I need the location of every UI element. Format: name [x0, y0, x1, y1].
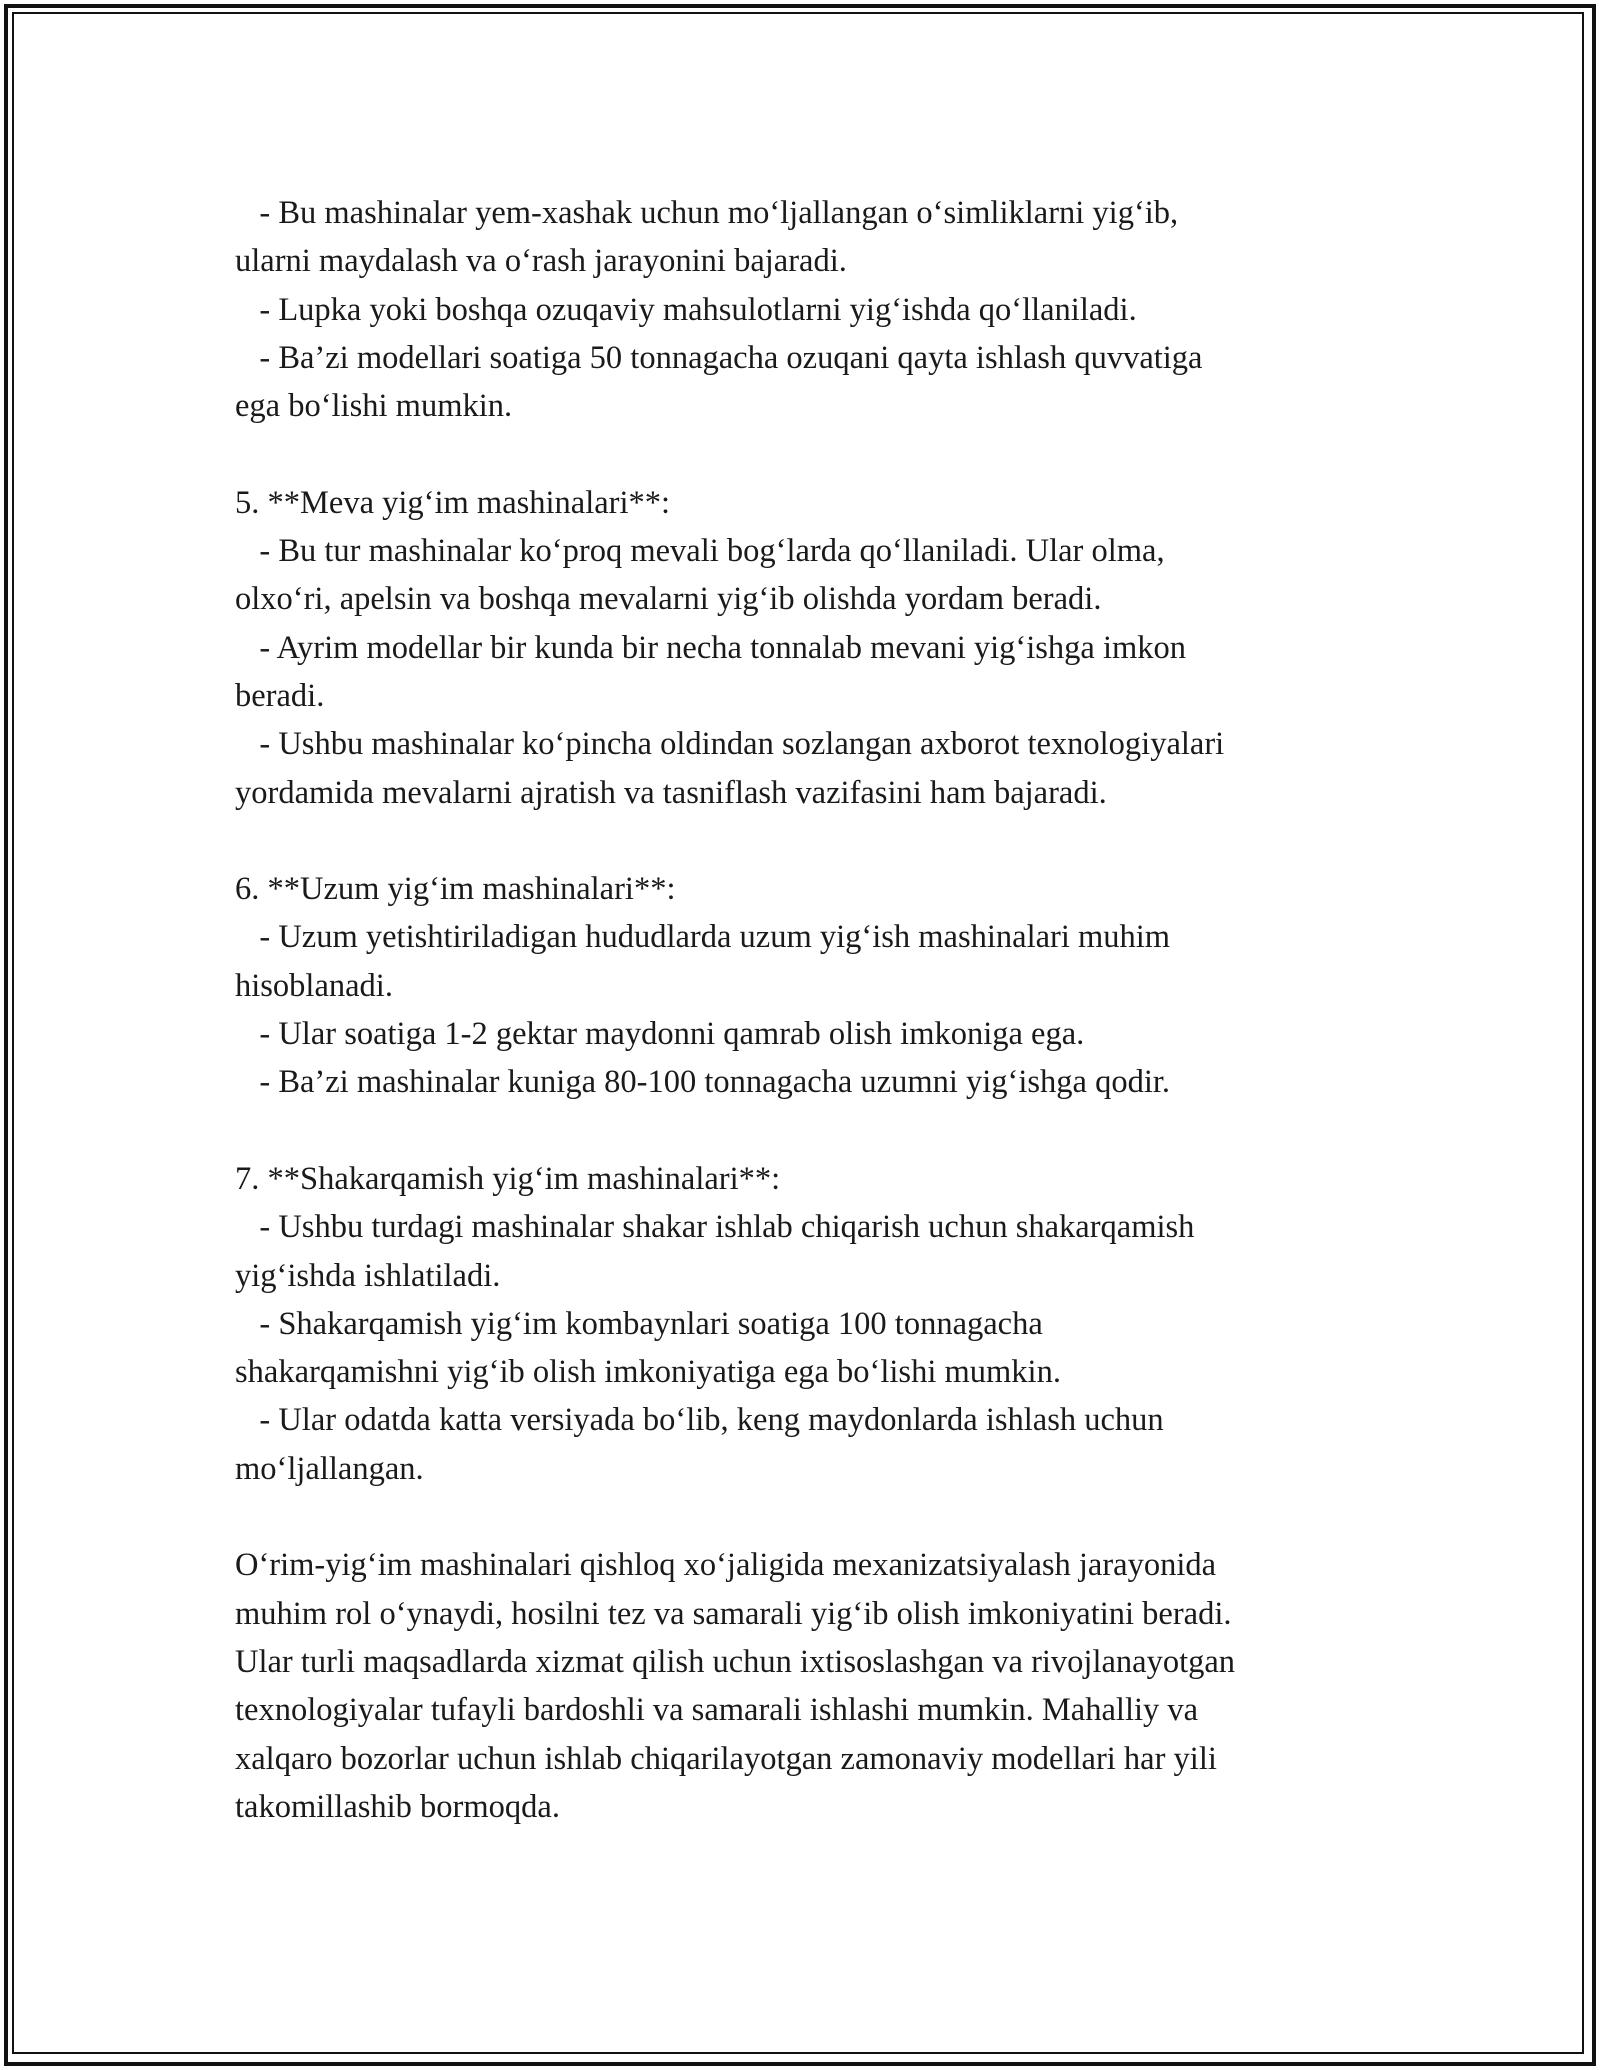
text-line: beradi.	[235, 677, 325, 714]
text-line: - Lupka yoki boshqa ozuqaviy mahsulotlarni yig‘ishda qo‘llaniladi.	[235, 291, 1137, 328]
text-line: - Ba’zi mashinalar kuniga 80-100 tonnagacha uzumni yig‘ishga qodir.	[235, 1064, 1171, 1101]
text-line: shakarqamishni yig‘ib olish imkoniyatiga ega bo‘lishi mumkin.	[235, 1354, 1061, 1391]
text-line: - Bu tur mashinalar ko‘proq mevali bog‘larda qo‘llaniladi. Ular olma,	[235, 533, 1165, 570]
text-line: - Shakarqamish yig‘im kombaynlari soatiga 100 tonnagacha	[235, 1305, 1043, 1342]
text-line: - Bu mashinalar yem-xashak uchun mo‘ljallangan o‘simliklarni yig‘ib,	[235, 195, 1179, 231]
text-line: Ular turli maqsadlarda xizmat qilish uchun ixtisoslashgan va rivojlanayotgan	[235, 1643, 1236, 1680]
text-line: - Ba’zi modellari soatiga 50 tonnagacha ozuqani qayta ishlash quvvatiga	[235, 339, 1203, 376]
text-line: xalqaro bozorlar uchun ishlab chiqarilayotgan zamonaviy modellari har yili	[235, 1740, 1217, 1777]
text-line: yordamida mevalarni ajratish va tasniflash vazifasini ham bajaradi.	[235, 774, 1107, 811]
text-line: - Ayrim modellar bir kunda bir necha tonnalab mevani yig‘ishga imkon	[235, 629, 1187, 666]
text-line: ularni maydalash va o‘rash jarayonini bajaradi.	[235, 243, 847, 280]
blank-line	[235, 430, 1385, 478]
text-line: 6. **Uzum yig‘im mashinalari**:	[235, 871, 676, 908]
text-line: takomillashib bormoqda.	[235, 1788, 560, 1825]
blank-line	[235, 1493, 1385, 1541]
blank-line	[235, 1107, 1385, 1155]
document-body	[235, 189, 1385, 1831]
text-line: 7. **Shakarqamish yig‘im mashinalari**:	[235, 1160, 781, 1197]
text-line: texnologiyalar tufayli bardoshli va samarali ishlashi mumkin. Mahalliy va	[235, 1692, 1199, 1729]
text-line: - Ushbu turdagi mashinalar shakar ishlab chiqarish uchun shakarqamish	[235, 1209, 1195, 1246]
text-line: - Uzum yetishtiriladigan hududlarda uzum yig‘ish mashinalari muhim	[235, 919, 1171, 956]
text-line: mo‘ljallangan.	[235, 1450, 424, 1487]
text-line: hisoblanadi.	[235, 967, 393, 1004]
text-line: muhim rol o‘ynaydi, hosilni tez va samarali yig‘ib olish imkoniyatini beradi.	[235, 1595, 1232, 1632]
text-line: - Ular soatiga 1-2 gektar maydonni qamrab olish imkoniga ega.	[235, 1016, 1085, 1053]
text-line: - Ular odatda katta versiyada bo‘lib, keng maydonlarda ishlash uchun	[235, 1402, 1164, 1439]
text-line: yig‘ishda ishlatiladi.	[235, 1257, 501, 1294]
text-line: 5. **Meva yig‘im mashinalari**:	[235, 484, 671, 521]
text-line: olxo‘ri, apelsin va boshqa mevalarni yig‘ib olishda yordam beradi.	[235, 581, 1102, 618]
text-line: O‘rim-yig‘im mashinalari qishloq xo‘jaligida mexanizatsiyalash jarayonida	[235, 1547, 1217, 1584]
blank-line	[235, 817, 1385, 865]
text-line: ega bo‘lishi mumkin.	[235, 388, 513, 425]
text-line: - Ushbu mashinalar ko‘pincha oldindan sozlangan axborot texnologiyalari	[235, 726, 1225, 763]
